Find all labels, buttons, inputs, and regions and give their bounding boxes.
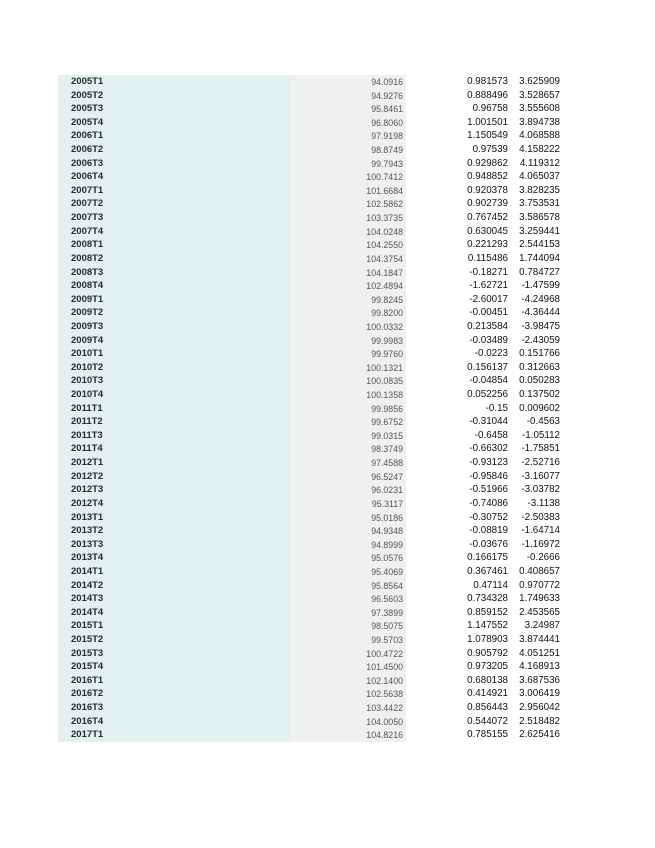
quarterly-change-cell: 0.680138 xyxy=(467,674,508,686)
annual-change-cell: 0.009602 xyxy=(519,402,560,414)
annual-change-cell: 3.894738 xyxy=(519,116,560,128)
annual-change-cell: -4.24968 xyxy=(521,293,560,305)
index-cell: 102.4894 xyxy=(290,279,406,293)
index-cell: 94.9348 xyxy=(290,524,406,538)
period-cell: 2011T3 xyxy=(58,429,290,443)
table-row xyxy=(58,647,558,661)
data-table xyxy=(58,75,558,742)
quarterly-change-cell: -0.74086 xyxy=(469,497,508,509)
annual-change-cell: 3.555608 xyxy=(519,103,560,115)
table-row xyxy=(58,715,558,729)
period-cell: 2015T2 xyxy=(58,633,290,647)
index-cell: 104.2550 xyxy=(290,238,406,252)
table-row xyxy=(58,524,558,538)
annual-change-cell: 3.24987 xyxy=(524,620,560,632)
annual-change-cell: 0.312663 xyxy=(519,361,560,373)
quarterly-change-cell: -0.6458 xyxy=(474,429,508,441)
quarterly-change-cell: 1.150549 xyxy=(467,130,508,142)
quarterly-change-cell: -0.30752 xyxy=(469,511,508,523)
period-cell: 2011T2 xyxy=(58,415,290,429)
annual-change-cell: -2.50383 xyxy=(521,511,560,523)
index-cell: 100.1321 xyxy=(290,361,406,375)
table-row xyxy=(58,701,558,715)
period-cell: 2012T2 xyxy=(58,470,290,484)
index-cell: 100.0835 xyxy=(290,374,406,388)
annual-change-cell: -0.4563 xyxy=(526,416,560,428)
index-cell: 104.3754 xyxy=(290,252,406,266)
index-cell: 99.6752 xyxy=(290,415,406,429)
table-row xyxy=(58,116,558,130)
annual-change-cell: -1.64714 xyxy=(521,525,560,537)
index-cell: 97.9198 xyxy=(290,129,406,143)
index-cell: 95.8461 xyxy=(290,102,406,116)
quarterly-change-cell: 0.544072 xyxy=(467,715,508,727)
period-cell: 2008T3 xyxy=(58,266,290,280)
annual-change-cell: 0.970772 xyxy=(519,579,560,591)
table-row xyxy=(58,388,558,402)
table-row xyxy=(58,238,558,252)
quarterly-change-cell: -0.0223 xyxy=(474,348,508,360)
quarterly-change-cell: 0.856443 xyxy=(467,702,508,714)
quarterly-change-cell: -0.03676 xyxy=(469,538,508,550)
period-cell: 2008T4 xyxy=(58,279,290,293)
quarterly-change-cell: -0.03489 xyxy=(469,334,508,346)
period-cell: 2017T1 xyxy=(58,728,290,742)
period-cell: 2014T2 xyxy=(58,579,290,593)
table-row xyxy=(58,361,558,375)
quarterly-change-cell: 0.052256 xyxy=(467,389,508,401)
annual-change-cell: 4.158222 xyxy=(519,144,560,156)
quarterly-change-cell: 0.767452 xyxy=(467,212,508,224)
period-cell: 2005T1 xyxy=(58,75,290,89)
index-cell: 102.5638 xyxy=(290,687,406,701)
period-cell: 2013T3 xyxy=(58,538,290,552)
index-cell: 97.4588 xyxy=(290,456,406,470)
index-cell: 104.0050 xyxy=(290,715,406,729)
period-cell: 2012T4 xyxy=(58,497,290,511)
quarterly-change-cell: 0.97539 xyxy=(472,144,508,156)
table-row xyxy=(58,728,558,742)
index-cell: 104.8216 xyxy=(290,728,406,742)
index-cell: 101.4500 xyxy=(290,660,406,674)
quarterly-change-cell: 0.221293 xyxy=(467,239,508,251)
quarterly-change-cell: 0.213584 xyxy=(467,320,508,332)
annual-change-cell: 4.119312 xyxy=(519,157,560,169)
period-cell: 2007T4 xyxy=(58,225,290,239)
index-cell: 99.9983 xyxy=(290,334,406,348)
index-cell: 98.5075 xyxy=(290,619,406,633)
index-cell: 100.4722 xyxy=(290,647,406,661)
table-row xyxy=(58,279,558,293)
index-cell: 104.1847 xyxy=(290,266,406,280)
index-cell: 103.4422 xyxy=(290,701,406,715)
period-cell: 2006T3 xyxy=(58,157,290,171)
period-cell: 2012T3 xyxy=(58,483,290,497)
quarterly-change-cell: 0.785155 xyxy=(467,729,508,741)
table-row xyxy=(58,565,558,579)
table-row xyxy=(58,511,558,525)
period-cell: 2008T2 xyxy=(58,252,290,266)
annual-change-cell: 3.828235 xyxy=(519,184,560,196)
table-row xyxy=(58,266,558,280)
table-row xyxy=(58,619,558,633)
index-cell: 99.0315 xyxy=(290,429,406,443)
table-row xyxy=(58,660,558,674)
index-cell: 99.9856 xyxy=(290,402,406,416)
annual-change-cell: 2.518482 xyxy=(519,715,560,727)
table-row xyxy=(58,143,558,157)
index-cell: 94.9276 xyxy=(290,89,406,103)
annual-change-cell: 4.051251 xyxy=(519,647,560,659)
annual-change-cell: 0.137502 xyxy=(519,389,560,401)
period-cell: 2016T4 xyxy=(58,715,290,729)
index-cell: 94.8999 xyxy=(290,538,406,552)
period-cell: 2010T2 xyxy=(58,361,290,375)
period-cell: 2015T3 xyxy=(58,647,290,661)
annual-change-cell: 3.625909 xyxy=(519,76,560,87)
index-cell: 96.5603 xyxy=(290,592,406,606)
quarterly-change-cell: -0.95846 xyxy=(469,470,508,482)
quarterly-change-cell: 0.929862 xyxy=(467,157,508,169)
index-cell: 95.8564 xyxy=(290,579,406,593)
index-cell: 101.6684 xyxy=(290,184,406,198)
annual-change-cell: -2.52716 xyxy=(521,457,560,469)
quarterly-change-cell: 0.734328 xyxy=(467,593,508,605)
table-row xyxy=(58,225,558,239)
quarterly-change-cell: 0.973205 xyxy=(467,661,508,673)
quarterly-change-cell: 0.630045 xyxy=(467,225,508,237)
quarterly-change-cell: -0.31044 xyxy=(469,416,508,428)
period-cell: 2013T2 xyxy=(58,524,290,538)
period-cell: 2014T4 xyxy=(58,606,290,620)
annual-change-cell: 3.586578 xyxy=(519,212,560,224)
period-cell: 2016T1 xyxy=(58,674,290,688)
table-row xyxy=(58,674,558,688)
table-row xyxy=(58,320,558,334)
index-cell: 96.5247 xyxy=(290,470,406,484)
quarterly-change-cell: 0.47114 xyxy=(473,579,508,591)
period-cell: 2007T2 xyxy=(58,197,290,211)
index-cell: 95.0576 xyxy=(290,551,406,565)
quarterly-change-cell: 0.96758 xyxy=(472,103,508,115)
table-row xyxy=(58,89,558,103)
table-row xyxy=(58,211,558,225)
period-cell: 2010T4 xyxy=(58,388,290,402)
index-cell: 97.3899 xyxy=(290,606,406,620)
table-row xyxy=(58,306,558,320)
index-cell: 104.0248 xyxy=(290,225,406,239)
quarterly-change-cell: -0.15 xyxy=(485,402,508,414)
table-row xyxy=(58,456,558,470)
annual-change-cell: 4.068588 xyxy=(519,130,560,142)
annual-change-cell: 1.749633 xyxy=(519,593,560,605)
annual-change-cell: 3.687536 xyxy=(519,674,560,686)
table-row xyxy=(58,470,558,484)
period-cell: 2005T2 xyxy=(58,89,290,103)
index-cell: 96.8060 xyxy=(290,116,406,130)
quarterly-change-cell: -0.00451 xyxy=(469,307,508,319)
annual-change-cell: 3.753531 xyxy=(519,198,560,210)
period-cell: 2006T1 xyxy=(58,129,290,143)
annual-change-cell: -2.43059 xyxy=(521,334,560,346)
annual-change-cell: -3.98475 xyxy=(521,320,560,332)
table-row xyxy=(58,538,558,552)
index-cell: 98.3749 xyxy=(290,442,406,456)
annual-change-cell: 3.259441 xyxy=(519,225,560,237)
table-row xyxy=(58,579,558,593)
quarterly-change-cell: 0.859152 xyxy=(467,606,508,618)
annual-change-cell: -1.47599 xyxy=(521,280,560,292)
quarterly-change-cell: -0.66302 xyxy=(469,443,508,455)
table-row xyxy=(58,606,558,620)
table-row xyxy=(58,129,558,143)
index-cell: 99.5703 xyxy=(290,633,406,647)
quarterly-change-cell: 0.920378 xyxy=(467,184,508,196)
quarterly-change-cell: 1.147552 xyxy=(467,620,508,632)
quarterly-change-cell: 1.001501 xyxy=(467,116,508,128)
index-cell: 100.0332 xyxy=(290,320,406,334)
annual-change-cell: 2.625416 xyxy=(519,729,560,741)
annual-change-cell: 4.065037 xyxy=(519,171,560,183)
annual-change-cell: -3.16077 xyxy=(521,470,560,482)
quarterly-change-cell: -0.18271 xyxy=(469,266,508,278)
period-cell: 2009T2 xyxy=(58,306,290,320)
index-cell: 99.7943 xyxy=(290,157,406,171)
quarterly-change-cell: 0.367461 xyxy=(467,565,508,577)
annual-change-cell: 0.050283 xyxy=(519,375,560,387)
index-cell: 95.4069 xyxy=(290,565,406,579)
period-cell: 2013T1 xyxy=(58,511,290,525)
table-row xyxy=(58,687,558,701)
table-row xyxy=(58,252,558,266)
period-cell: 2007T3 xyxy=(58,211,290,225)
period-cell: 2011T1 xyxy=(58,402,290,416)
period-cell: 2006T2 xyxy=(58,143,290,157)
annual-change-cell: -1.75851 xyxy=(521,443,560,455)
quarterly-change-cell: 0.905792 xyxy=(467,647,508,659)
period-cell: 2014T3 xyxy=(58,592,290,606)
period-cell: 2008T1 xyxy=(58,238,290,252)
annual-change-cell: -1.05112 xyxy=(522,429,560,441)
index-cell: 95.0186 xyxy=(290,511,406,525)
period-cell: 2005T3 xyxy=(58,102,290,116)
period-cell: 2012T1 xyxy=(58,456,290,470)
index-cell: 99.8245 xyxy=(290,293,406,307)
table-row xyxy=(58,157,558,171)
index-cell: 95.3117 xyxy=(290,497,406,511)
annual-change-cell: 3.006419 xyxy=(519,688,560,700)
annual-change-cell: 3.528657 xyxy=(519,89,560,101)
index-cell: 99.8200 xyxy=(290,306,406,320)
quarterly-change-cell: -0.04854 xyxy=(469,375,508,387)
annual-change-cell: 0.151766 xyxy=(519,348,560,360)
quarterly-change-cell: 0.115486 xyxy=(467,252,508,264)
quarterly-change-cell: 0.888496 xyxy=(467,89,508,101)
period-cell: 2007T1 xyxy=(58,184,290,198)
quarterly-change-cell: 0.414921 xyxy=(467,688,508,700)
annual-change-cell: -4.36444 xyxy=(521,307,560,319)
quarterly-change-cell: -0.51966 xyxy=(469,484,508,496)
quarterly-change-cell: -2.60017 xyxy=(469,293,508,305)
period-cell: 2013T4 xyxy=(58,551,290,565)
table-row xyxy=(58,551,558,565)
index-cell: 98.8749 xyxy=(290,143,406,157)
annual-change-cell: 3.874441 xyxy=(519,633,560,645)
period-cell: 2010T1 xyxy=(58,347,290,361)
quarterly-change-cell: 0.902739 xyxy=(467,198,508,210)
index-cell: 102.1400 xyxy=(290,674,406,688)
annual-change-cell: 2.544153 xyxy=(519,239,560,251)
annual-change-cell: 2.453565 xyxy=(519,606,560,618)
quarterly-change-cell: 0.948852 xyxy=(467,171,508,183)
table-row xyxy=(58,75,558,89)
quarterly-change-cell: 0.981573 xyxy=(467,76,508,87)
quarterly-change-cell: 0.166175 xyxy=(467,552,508,564)
table-row xyxy=(58,497,558,511)
table-row xyxy=(58,402,558,416)
table-row xyxy=(58,429,558,443)
period-cell: 2010T3 xyxy=(58,374,290,388)
period-cell: 2009T3 xyxy=(58,320,290,334)
index-cell: 94.0916 xyxy=(290,75,406,89)
table-row xyxy=(58,633,558,647)
table-row xyxy=(58,442,558,456)
table-row xyxy=(58,592,558,606)
period-cell: 2014T1 xyxy=(58,565,290,579)
table-row xyxy=(58,347,558,361)
quarterly-change-cell: -1.62721 xyxy=(469,280,508,292)
period-cell: 2016T3 xyxy=(58,701,290,715)
table-row xyxy=(58,102,558,116)
annual-change-cell: 2.956042 xyxy=(519,702,560,714)
period-cell: 2009T1 xyxy=(58,293,290,307)
index-cell: 103.3735 xyxy=(290,211,406,225)
quarterly-change-cell: 1.078903 xyxy=(467,633,508,645)
period-cell: 2015T4 xyxy=(58,660,290,674)
period-cell: 2015T1 xyxy=(58,619,290,633)
index-cell: 100.1358 xyxy=(290,388,406,402)
table-row xyxy=(58,184,558,198)
annual-change-cell: -0.2666 xyxy=(526,552,560,564)
quarterly-change-cell: -0.08819 xyxy=(469,525,508,537)
table-row xyxy=(58,293,558,307)
period-cell: 2005T4 xyxy=(58,116,290,130)
table-row xyxy=(58,197,558,211)
table-row xyxy=(58,334,558,348)
table-row xyxy=(58,170,558,184)
table-row xyxy=(58,415,558,429)
annual-change-cell: 0.784727 xyxy=(519,266,560,278)
table-row xyxy=(58,374,558,388)
annual-change-cell: 4.168913 xyxy=(519,661,560,673)
period-cell: 2009T4 xyxy=(58,334,290,348)
quarterly-change-cell: -0.93123 xyxy=(469,457,508,469)
index-cell: 100.7412 xyxy=(290,170,406,184)
index-cell: 96.0231 xyxy=(290,483,406,497)
annual-change-cell: 0.408657 xyxy=(519,565,560,577)
table-row xyxy=(58,483,558,497)
annual-change-cell: -3.03782 xyxy=(521,484,560,496)
annual-change-cell: -1.16972 xyxy=(521,538,560,550)
index-cell: 102.5862 xyxy=(290,197,406,211)
period-cell: 2016T2 xyxy=(58,687,290,701)
quarterly-change-cell: 0.156137 xyxy=(467,361,508,373)
period-cell: 2011T4 xyxy=(58,442,290,456)
index-cell: 99.9760 xyxy=(290,347,406,361)
annual-change-cell: -3.1138 xyxy=(527,497,560,509)
annual-change-cell: 1.744094 xyxy=(519,252,560,264)
period-cell: 2006T4 xyxy=(58,170,290,184)
